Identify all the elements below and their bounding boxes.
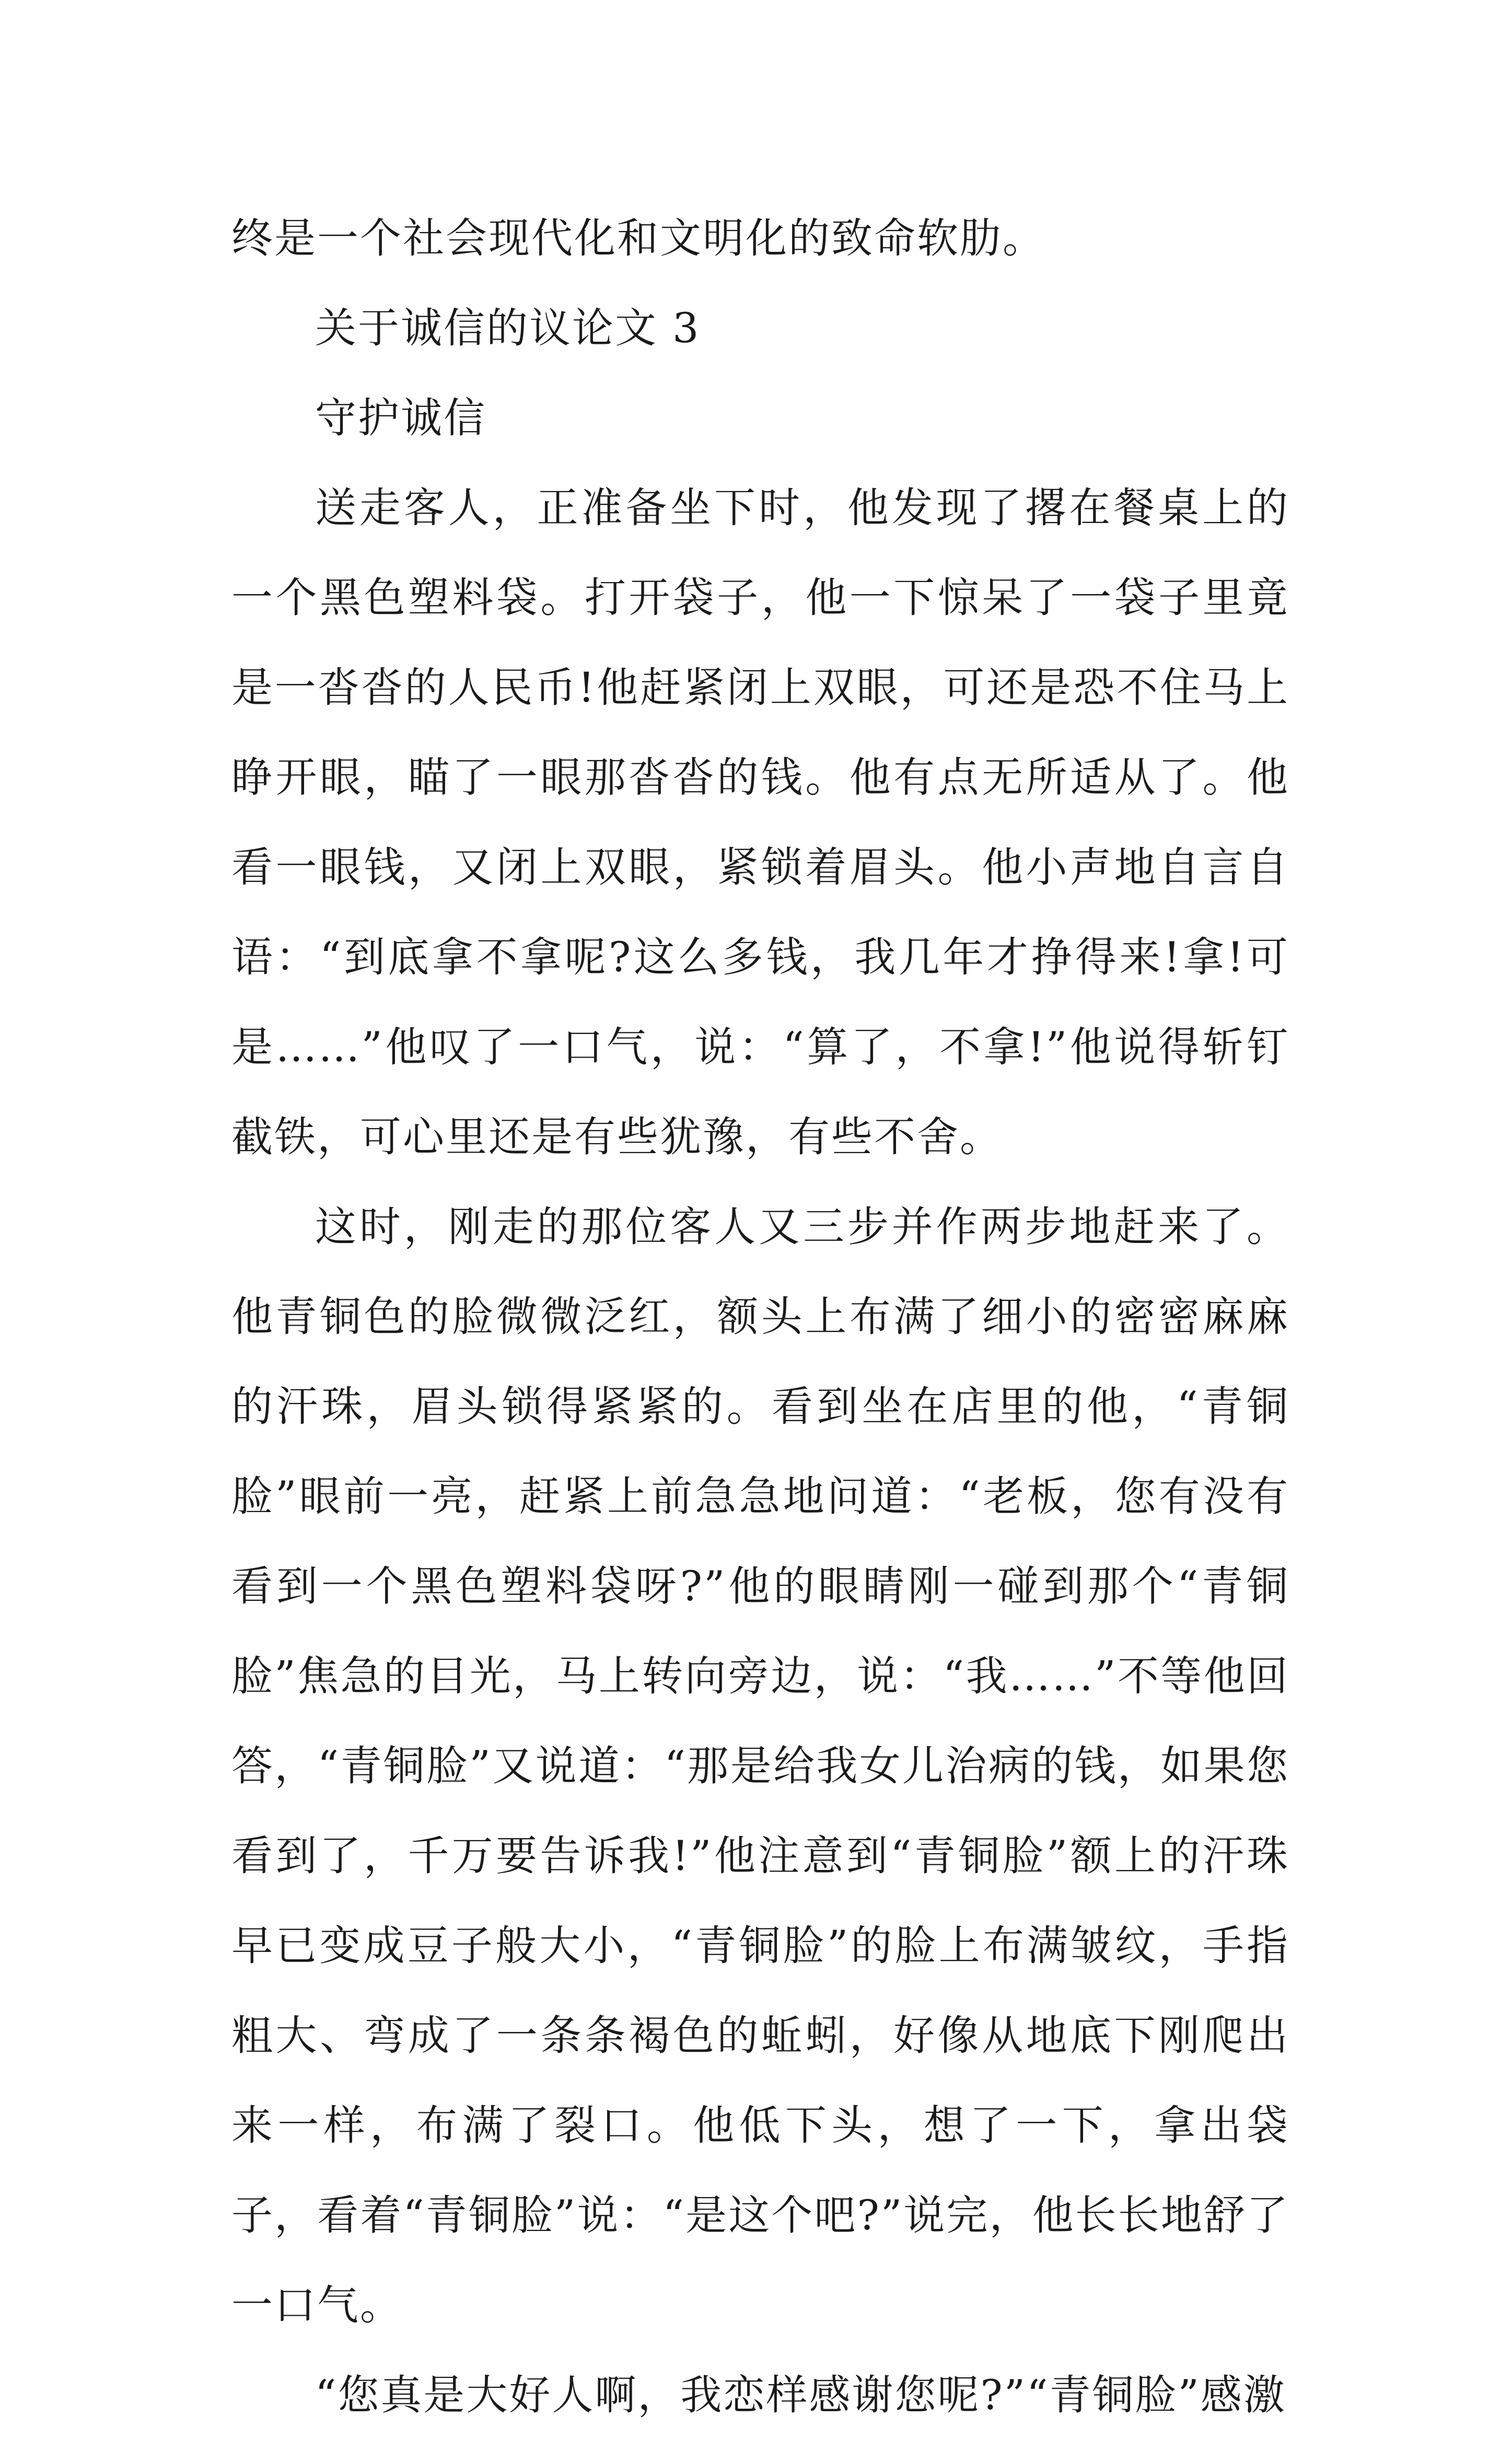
body-text xyxy=(231,193,1289,2440)
paragraph: “您真是大好人啊，我恋样感谢您呢?”“青铜脸”感激 xyxy=(315,2371,1286,2419)
essay-heading: 关于诚信的议论文 3 xyxy=(315,304,701,352)
paragraph-continuation: 终是一个社会现代化和文明化的致命软肋。 xyxy=(231,214,1045,262)
essay-title: 守护诚信 xyxy=(315,394,486,442)
paragraph: 送走客人，正准备坐下时，他发现了撂在餐桌上的一个黑色塑料袋。打开袋子，他一下惊呆了一袋子里竟是一沓沓的人民币!他赶紧闭上双眼，可还是恐不住马上睁开眼，瞄了一眼那沓沓的钱。他有点无所适从了。他看一眼钱，又闭上双眼，紧锁着眉头。他小声地自言自语：“到底拿不拿呢?这么多钱，我几年才挣得来!拿!可是……”他叹了一口气，说：“算了，不拿!”他说得斩钉截铁，可心里还是有些犹豫，有些不舍。 xyxy=(231,484,1289,1161)
paragraph: 这时，刚走的那位客人又三步并作两步地赶来了。他青铜色的脸微微泛红，额头上布满了细小的密密麻麻的汗珠，眉头锁得紧紧的。看到坐在店里的他，“青铜脸”眼前一亮，赶紧上前急急地问道：“老板，您有没有看到一个黑色塑料袋呀?”他的眼睛刚一碰到那个“青铜脸”焦急的目光，马上转向旁边，说：“我……”不等他回答，“青铜脸”又说道：“那是给我女儿治病的钱，如果您看到了，千万要告诉我!”他注意到“青铜脸”额上的汗珠早已变成豆子般大小，“青铜脸”的脸上布满皱纹，手指粗大、弯成了一条条褐色的蚯蚓，好像从地底下刚爬出来一样，布满了裂口。他低下头，想了一下，拿出袋子，看着“青铜脸”说：“是这个吧?”说完，他长长地舒了一口气。 xyxy=(231,1203,1289,2329)
